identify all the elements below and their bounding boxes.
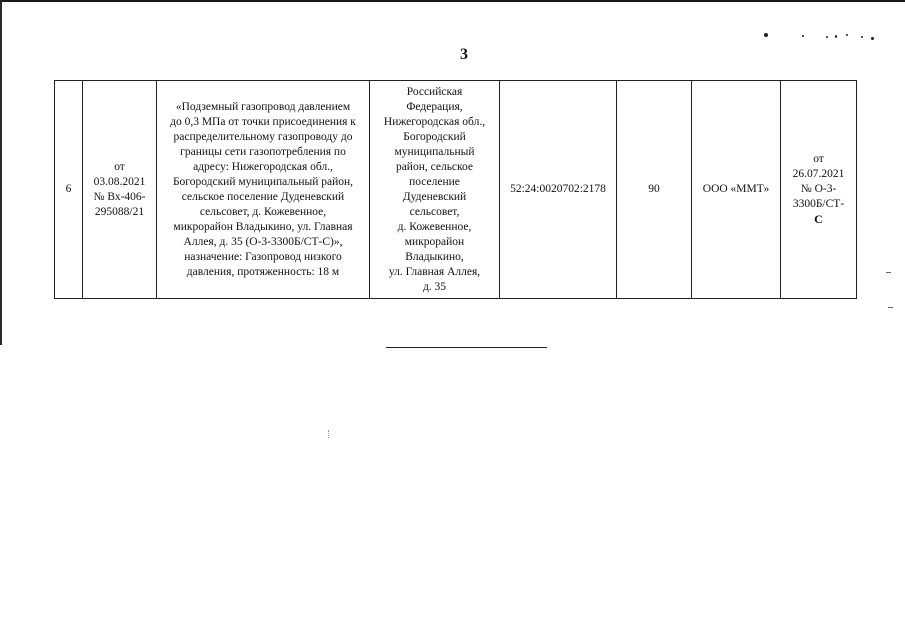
outgoing-ref: от 26.07.2021 № О-3- 3300Б/СТ- [792, 152, 845, 210]
address-cell [370, 81, 500, 299]
organization: ООО «ММТ» [702, 183, 770, 195]
scan-artifact [328, 430, 331, 438]
margin-mark [888, 307, 893, 308]
scan-specks [764, 30, 884, 42]
row-index-cell [55, 81, 83, 299]
incoming-ref-cell [83, 81, 157, 299]
cadastral-number-cell [500, 81, 617, 299]
address: Российская Федерация, Нижегородская обл., Богородский муниципальный район, сельское поселение Дуденевский сельсовет, д. Кожевенное, микрорайон Владыкино, ул. Главная Аллея, д. 35 [383, 85, 486, 293]
outgoing-ref-tail: С [814, 211, 823, 226]
incoming-ref: от 03.08.2021 № Вх-406- 295088/21 [93, 160, 146, 218]
margin-mark [886, 272, 891, 273]
object-description-cell [157, 81, 370, 299]
record-table [54, 80, 857, 299]
end-separator-line [386, 347, 547, 348]
value-cell [617, 81, 692, 299]
outgoing-ref-cell [781, 81, 857, 299]
organization-cell [692, 81, 781, 299]
cadastral-number: 52:24:0020702:2178 [510, 183, 606, 195]
page-top-border [0, 0, 905, 2]
object-description: «Подземный газопровод давлением до 0,3 МПа от точки присоединения к распределительному газопроводу до границы сети газопотребления по адресу: Нижегородская обл., Богородский муниципальный район, сельское поселение Дуденевский сельсовет, д. Кожевенное, микрорайон Владыкино, ул. Главная Аллея, д. 35 (О-3-3300Б/СТ-С)», назначение: Газопровод низкого давления, протяженность: 18 м [170, 100, 356, 278]
row-index: 6 [65, 183, 72, 195]
value: 90 [648, 183, 660, 195]
page-number: 3 [460, 46, 468, 63]
table-row [55, 81, 857, 299]
page-left-border [0, 0, 2, 345]
